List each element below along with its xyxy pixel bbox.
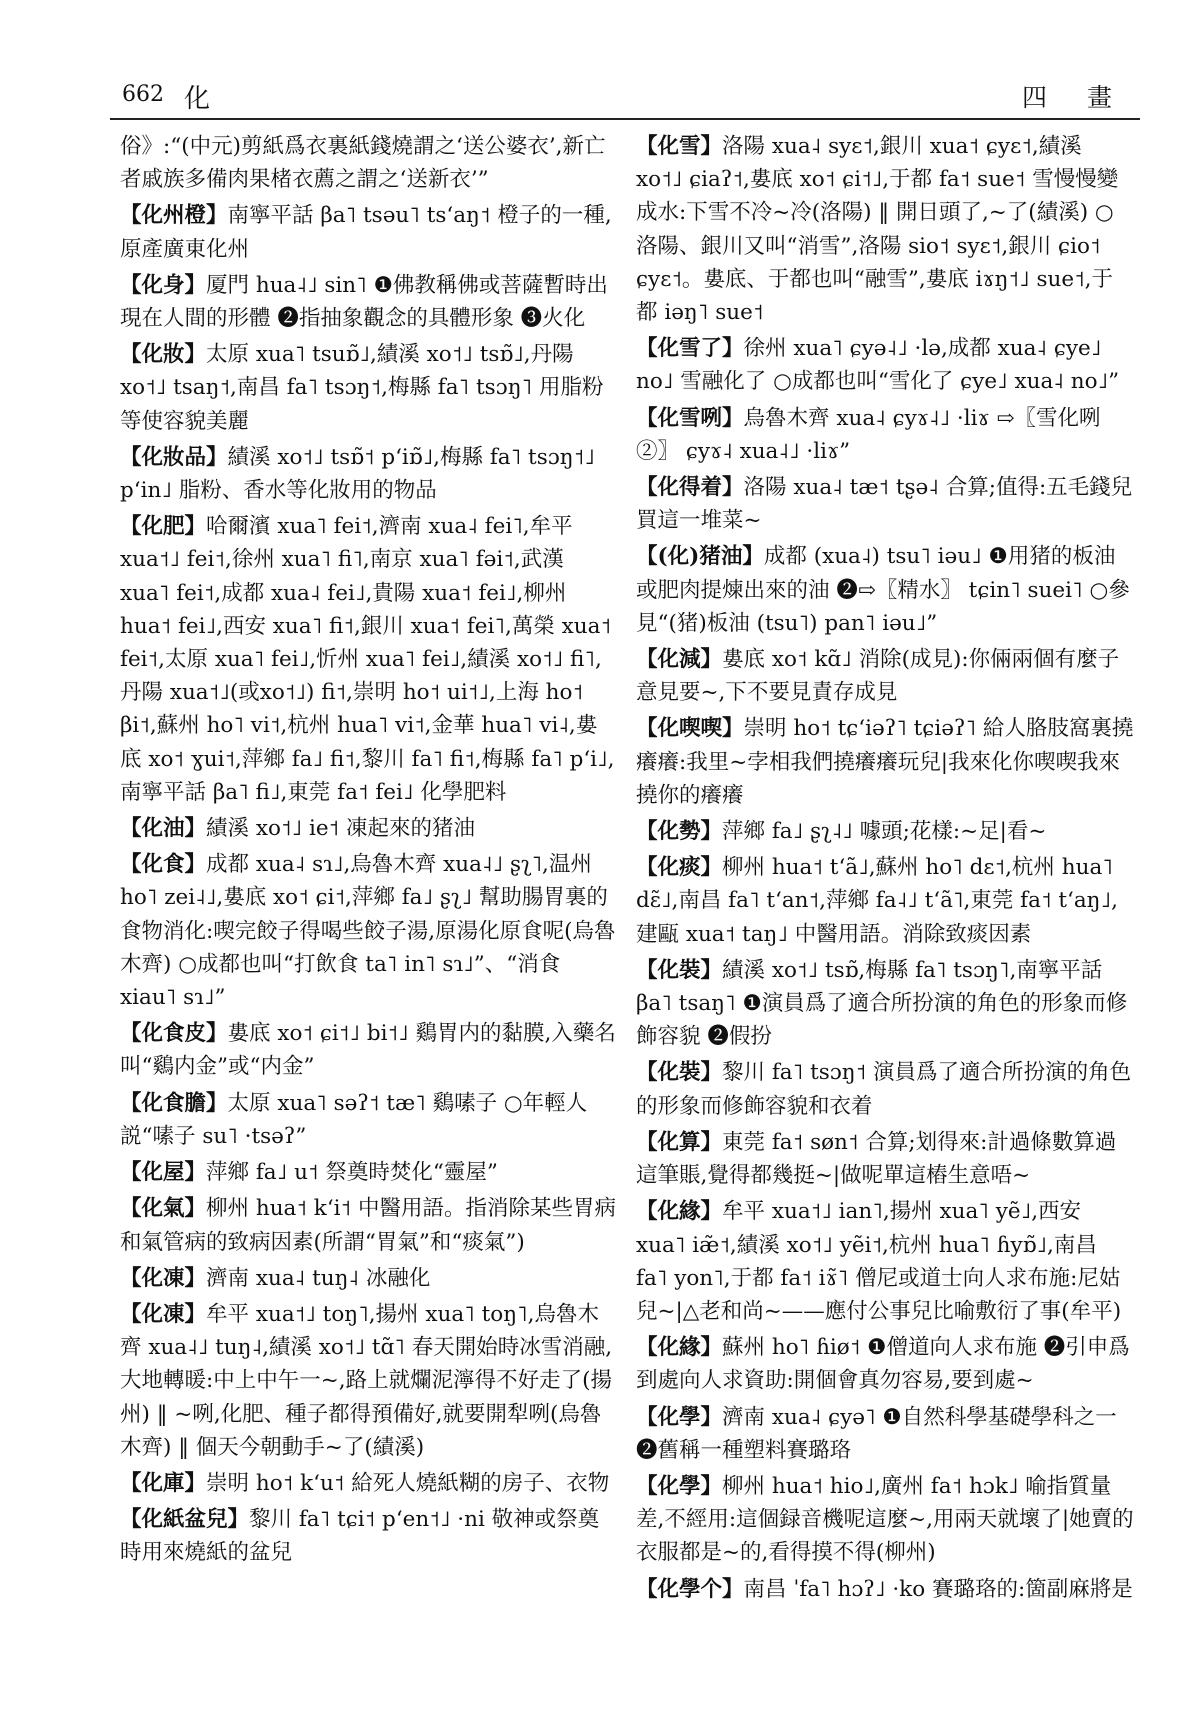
entry-headword: 【化減】 [636,647,723,673]
entry-definition: 南昌 ˈfa˥ hɔʔ˩ ·ko 賽璐珞的:箇副麻將是 [743,1576,1133,1602]
entry-headword: 【化氣】 [120,1196,207,1222]
dictionary-entry [636,540,1134,640]
entry-headword: 【化食】 [120,852,207,878]
entry-definition: 柳州 hua˦ kʻi˦ 中醫用語。指消除某些胃病和氣管病的致病因素(所謂“胃氣”和“痰氣”) [120,1196,616,1255]
entry-headword: 【化喫喫】 [636,716,744,742]
entry-definition: 成都 (xua˨) tsu˥ iəu˩ ❶用猪的板油或肥肉提煉出來的油 ❷⇨〖精水〗 tɕin˥ suei˥ ○參見“(猪)板油 (tsu˥) pan˥ iəu˩” [636,544,1130,636]
entry-definition: 萍鄉 fa˩ u˦ 祭奠時焚化“靈屋” [206,1160,498,1186]
dictionary-entry [120,199,618,265]
entry-headword: 【化食膽】 [120,1090,228,1116]
entry-definition: 洛陽 xua˨ tæ˦ tʂə˨ 合算;值得:五毛錢兒買這一堆菜~ [636,475,1133,534]
dictionary-entry [636,402,1134,468]
entry-definition: 績溪 xo˦˩ tsɒ̃˦ pʻiɒ̃˩,梅縣 fa˥ tsɔŋ˦˩ pʻin˩ 脂粉、香水等化妝用的物品 [120,444,595,504]
dictionary-entry [636,1126,1134,1192]
entry-definition: 俗》:“(中元)剪紙爲衣裏紙錢燒謂之‘送公婆衣’,新亡者戚族多備肉果楮衣薦之謂之‘送新衣’” [120,134,606,193]
entry-headword: 【化屋】 [120,1160,207,1186]
entry-definition: 徐州 xua˥ ɕyə˨˩ ·lə,成都 xua˨ ɕye˩ no˩ 雪融化了 ○成都也叫“雪化了 ɕye˩ xua˨ no˩” [636,336,1120,395]
dictionary-entry [120,1467,618,1500]
dictionary-entry [636,130,1134,329]
entry-headword: 【(化)猪油】 [636,544,764,570]
section-title: 四 畫 [1022,83,1128,112]
dictionary-entry [120,441,618,507]
entry-definition: 哈爾濱 xua˥ fei˦,濟南 xua˨ fei˥,牟平 xua˦˩ fei˦,徐州 xua˥ fi˥,南京 xua˥ fəi˦,武漢 xua˥ fei˦,成都 xua˨ fei˩,貴陽 xua˦ fei˩,柳州 hua˦ fei˩,西安 xua˥ fi˦,銀川 xua˦ fei˥,萬榮 xua˦ fei˦,太原 xua˥ fei˩,忻州 xua˥ fei˩,績溪 xo˦˩ fi˥,丹陽 xua˦˩(或xo˦˩) fi˦,崇明 ho˦ ui˦˩,上海 ho˦ βi˦,蘇州 ho˥ vi˦,杭州 hua˥ vi˦,金華 hua˥ vi˨,婁底 xo˦ ɣui˦,萍鄉 fa˩ fi˦,黎川 fa˥ fi˦,梅縣 fa˥ pʻi˩,南寧平話 βa˥ fi˩,東莞 fa˦ fei˩ 化學肥料 [120,514,615,805]
dictionary-entry [120,1087,618,1153]
entry-headword: 【化州橙】 [120,203,228,229]
entry-definition: 績溪 xo˦˩ ie˦ 凍起來的猪油 [206,816,475,842]
dictionary-entry [636,643,1134,709]
entry-definition: 牟平 xua˦˩ ian˥,揚州 xua˥ yẽ˩,西安 xua˥ iæ̃˦,績溪 xo˦˩ yẽi˦,杭州 hua˥ ɦyɒ̃˩,南昌 fa˥ yon˥,于都 fa˦ iɤ̃˥ 僧尼或道士向人求布施:尼姑兒~|△老和尚~——應付公事兒比喻敷衍了事(牟平) [636,1199,1122,1324]
entry-definition: 牟平 xua˦˩ toŋ˥,揚州 xua˥ toŋ˥,烏魯木齊 xua˨˩ tuŋ˨,績溪 xo˦˩ tɑ̃˥ 春天開始時冰雪消融,大地轉暖:中上中午一~,路上就爛泥濘得不好走了(揚州) ‖ ~咧,化肥、種子都得預備好,就要開犁咧(烏魯木齊) ‖ 個天今朝動手~了(績溪) [120,1301,613,1460]
entry-definition: 濟南 xua˨ ɕyə˥ ❶自然科學基礎學科之一 ❷舊稱一種塑料賽璐珞 [636,1404,1117,1463]
dictionary-entry [120,812,618,845]
entry-headword: 【化雪咧】 [636,405,744,431]
entry-headword: 【化學】 [636,1473,723,1499]
entry-headword: 【化紙盆兒】 [120,1507,250,1533]
dictionary-entry [636,471,1134,537]
left-column [120,130,618,1573]
entry-definition: 成都 xua˨ sɿ˩,烏魯木齊 xua˨˩ ʂʅ˥,温州 ho˥ zei˨˩,婁底 xo˦ ɕi˦,萍鄉 fa˩ ʂʅ˩ 幫助腸胃裏的食物消化:喫完餃子得喝些餃子湯,原湯化原食呢(烏魯木齊) ○成都也叫“打飲食 ta˥ in˥ sɿ˩”、“消食 xiau˥ sɿ˩” [120,852,616,1011]
dictionary-entry [636,1056,1134,1122]
dictionary-entry [120,1503,618,1569]
entry-headword: 【化肥】 [120,514,207,540]
entry-headword: 【化學个】 [636,1576,744,1602]
dictionary-entry [120,1262,618,1295]
dictionary-entry [636,332,1134,398]
entry-headword: 【化凍】 [120,1301,207,1327]
entry-headword: 【化緣】 [636,1199,723,1225]
right-column [636,130,1134,1609]
entry-definition: 績溪 xo˦˩ tsɒ̃,梅縣 fa˥ tsɔŋ˥,南寧平話 βa˥ tsaŋ˥ ❶演員爲了適合所扮演的角色的形象而修飾容貌 ❷假扮 [636,957,1128,1050]
entry-headword: 【化雪】 [636,134,723,159]
dictionary-entry [120,1298,618,1464]
dictionary-entry [636,1401,1134,1467]
entry-headword: 【化得着】 [636,475,744,501]
dictionary-entry [120,510,618,809]
entry-definition: 太原 xua˥ tsuɒ̃˩,績溪 xo˦˩ tsɒ̃˩,丹陽 xo˦˩ tsaŋ˦,南昌 fa˥ tsɔŋ˦,梅縣 fa˥ tsɔŋ˥ 用脂粉等使容貌美麗 [120,342,604,434]
entry-definition: 柳州 hua˦ hio˩,廣州 fa˦ hɔk˩ 喻指質量差,不經用:這個録音機呢這麼~,用兩天就壞了|她賣的衣服都是~的,看得摸不得(柳州) [636,1473,1134,1566]
entry-definition: 黎川 fa˥ tɕi˦ pʻen˦˩ ·ni 敬神或祭奠時用來燒紙的盆兒 [120,1507,600,1566]
entry-definition: 萍鄉 fa˩ ʂʅ˨˩ 噱頭;花樣:~足|看~ [722,819,1047,845]
entry-headword: 【化食皮】 [120,1021,228,1047]
dictionary-entry [636,1331,1134,1397]
entry-headword: 【化裝】 [636,957,723,983]
dictionary-entry [120,269,618,335]
entry-headword: 【化勢】 [636,819,723,845]
entry-headword: 【化庫】 [120,1470,207,1496]
entry-definition: 濟南 xua˨ tuŋ˨ 冰融化 [206,1265,431,1291]
dictionary-entry [120,338,618,438]
entry-headword: 【化算】 [636,1129,723,1155]
dictionary-entry [636,851,1134,951]
dictionary-entry [120,130,618,196]
entry-definition: 崇明 ho˦ kʻu˦ 給死人燒紙糊的房子、衣物 [206,1470,610,1496]
dictionary-entry [120,1017,618,1083]
dictionary-entry [120,848,618,1014]
dictionary-entry [120,1156,618,1189]
entry-definition: 厦門 hua˨˩ sin˥ ❶佛教稱佛或菩薩暫時出現在人間的形體 ❷指抽象觀念的具體形象 ❸火化 [120,272,608,332]
page-header [110,78,1140,120]
dictionary-entry [636,1573,1134,1606]
running-head-character: 化 [184,84,211,114]
dictionary-entry [636,1470,1134,1570]
dictionary-entry [636,815,1134,848]
entry-definition: 柳州 hua˦ tʻã˩,蘇州 ho˥ dɛ˦,杭州 hua˥ dɛ̃˩,南昌 fa˥ tʻan˦,萍鄉 fa˨˩ tʻã˥,東莞 fa˦ tʻaŋ˩,建甌 xua˦ taŋ˩ 中醫用語。消除致痰因素 [636,855,1118,947]
entry-headword: 【化妝】 [120,342,207,368]
entry-definition: 烏魯木齊 xua˨ ɕyɤ˨˩ ·liɤ ⇨〖雪化咧②〗 ɕyɤ˨ xua˨˩ ·liɤ” [636,405,1101,464]
entry-definition: 東莞 fa˦ søn˦ 合算;划得來:計過條數算過這筆賬,覺得都幾挺~|做呢單這樁生意唔~ [636,1129,1117,1189]
entry-headword: 【化緣】 [636,1335,723,1361]
entry-definition: 崇明 ho˦ tɕʻiəʔ˥ tɕiəʔ˥ 給人胳肢窩裏撓癢癢:我里~孛相我們撓癢癢玩兒|我來化你喫喫我來撓你的癢癢 [636,716,1134,808]
entry-definition: 太原 xua˥ səʔ˦ tæ˥ 鷄嗉子 ○年輕人説“嗉子 su˥ ·tsəʔ” [120,1090,588,1149]
entry-definition: 黎川 fa˥ tsɔŋ˦ 演員爲了適合所扮演的角色的形象而修飾容貌和衣着 [636,1060,1132,1119]
entry-headword: 【化裝】 [636,1060,723,1086]
entry-headword: 【化凍】 [120,1265,207,1291]
entry-definition: 洛陽 xua˨ syɛ˦,銀川 xua˦ ɕyɛ˦,績溪 xo˦˩ ɕiaʔ˦,婁底 xo˦ ɕi˦˩,于都 fa˦ sue˦ 雪慢慢變成水:下雪不冷~冷(洛陽) ‖ 開日頭了,~了(績溪) ○洛陽、銀川又叫“消雪”,洛陽 sio˦ syɛ˦,銀川 ɕio˦ ɕyɛ˦。婁底、于都也叫“融雪”,婁底 iɤŋ˦˩ sue˦,于都 iəŋ˥ sue˦ [636,134,1119,326]
entry-definition: 南寧平話 βa˥ tsəu˥ tsʻaŋ˦ 橙子的一種,原產廣東化州 [120,203,612,262]
entry-headword: 【化學】 [636,1404,723,1430]
entry-definition: 婁底 xo˦ ɕi˦˩ bi˦˩ 鷄胃内的黏膜,入藥名叫“鷄内金”或“内金” [120,1021,616,1080]
page-number: 662 [122,82,164,107]
entry-definition: 蘇州 ho˥ ɦiø˦ ❶僧道向人求布施 ❷引申爲到處向人求資助:開個會真勿容易,要到處~ [636,1335,1130,1394]
entry-headword: 【化油】 [120,816,207,842]
entry-headword: 【化妝品】 [120,444,228,470]
dictionary-entry [636,954,1134,1054]
entry-headword: 【化身】 [120,272,207,298]
entry-definition: 婁底 xo˦ kɑ̃˩ 消除(成見):你倆兩個有麼子意見要~,下不要見責存成見 [636,647,1120,706]
entry-headword: 【化雪了】 [636,336,744,362]
dictionary-entry [120,1192,618,1258]
entry-headword: 【化痰】 [636,855,723,881]
dictionary-entry [636,1195,1134,1328]
dictionary-entry [636,712,1134,812]
